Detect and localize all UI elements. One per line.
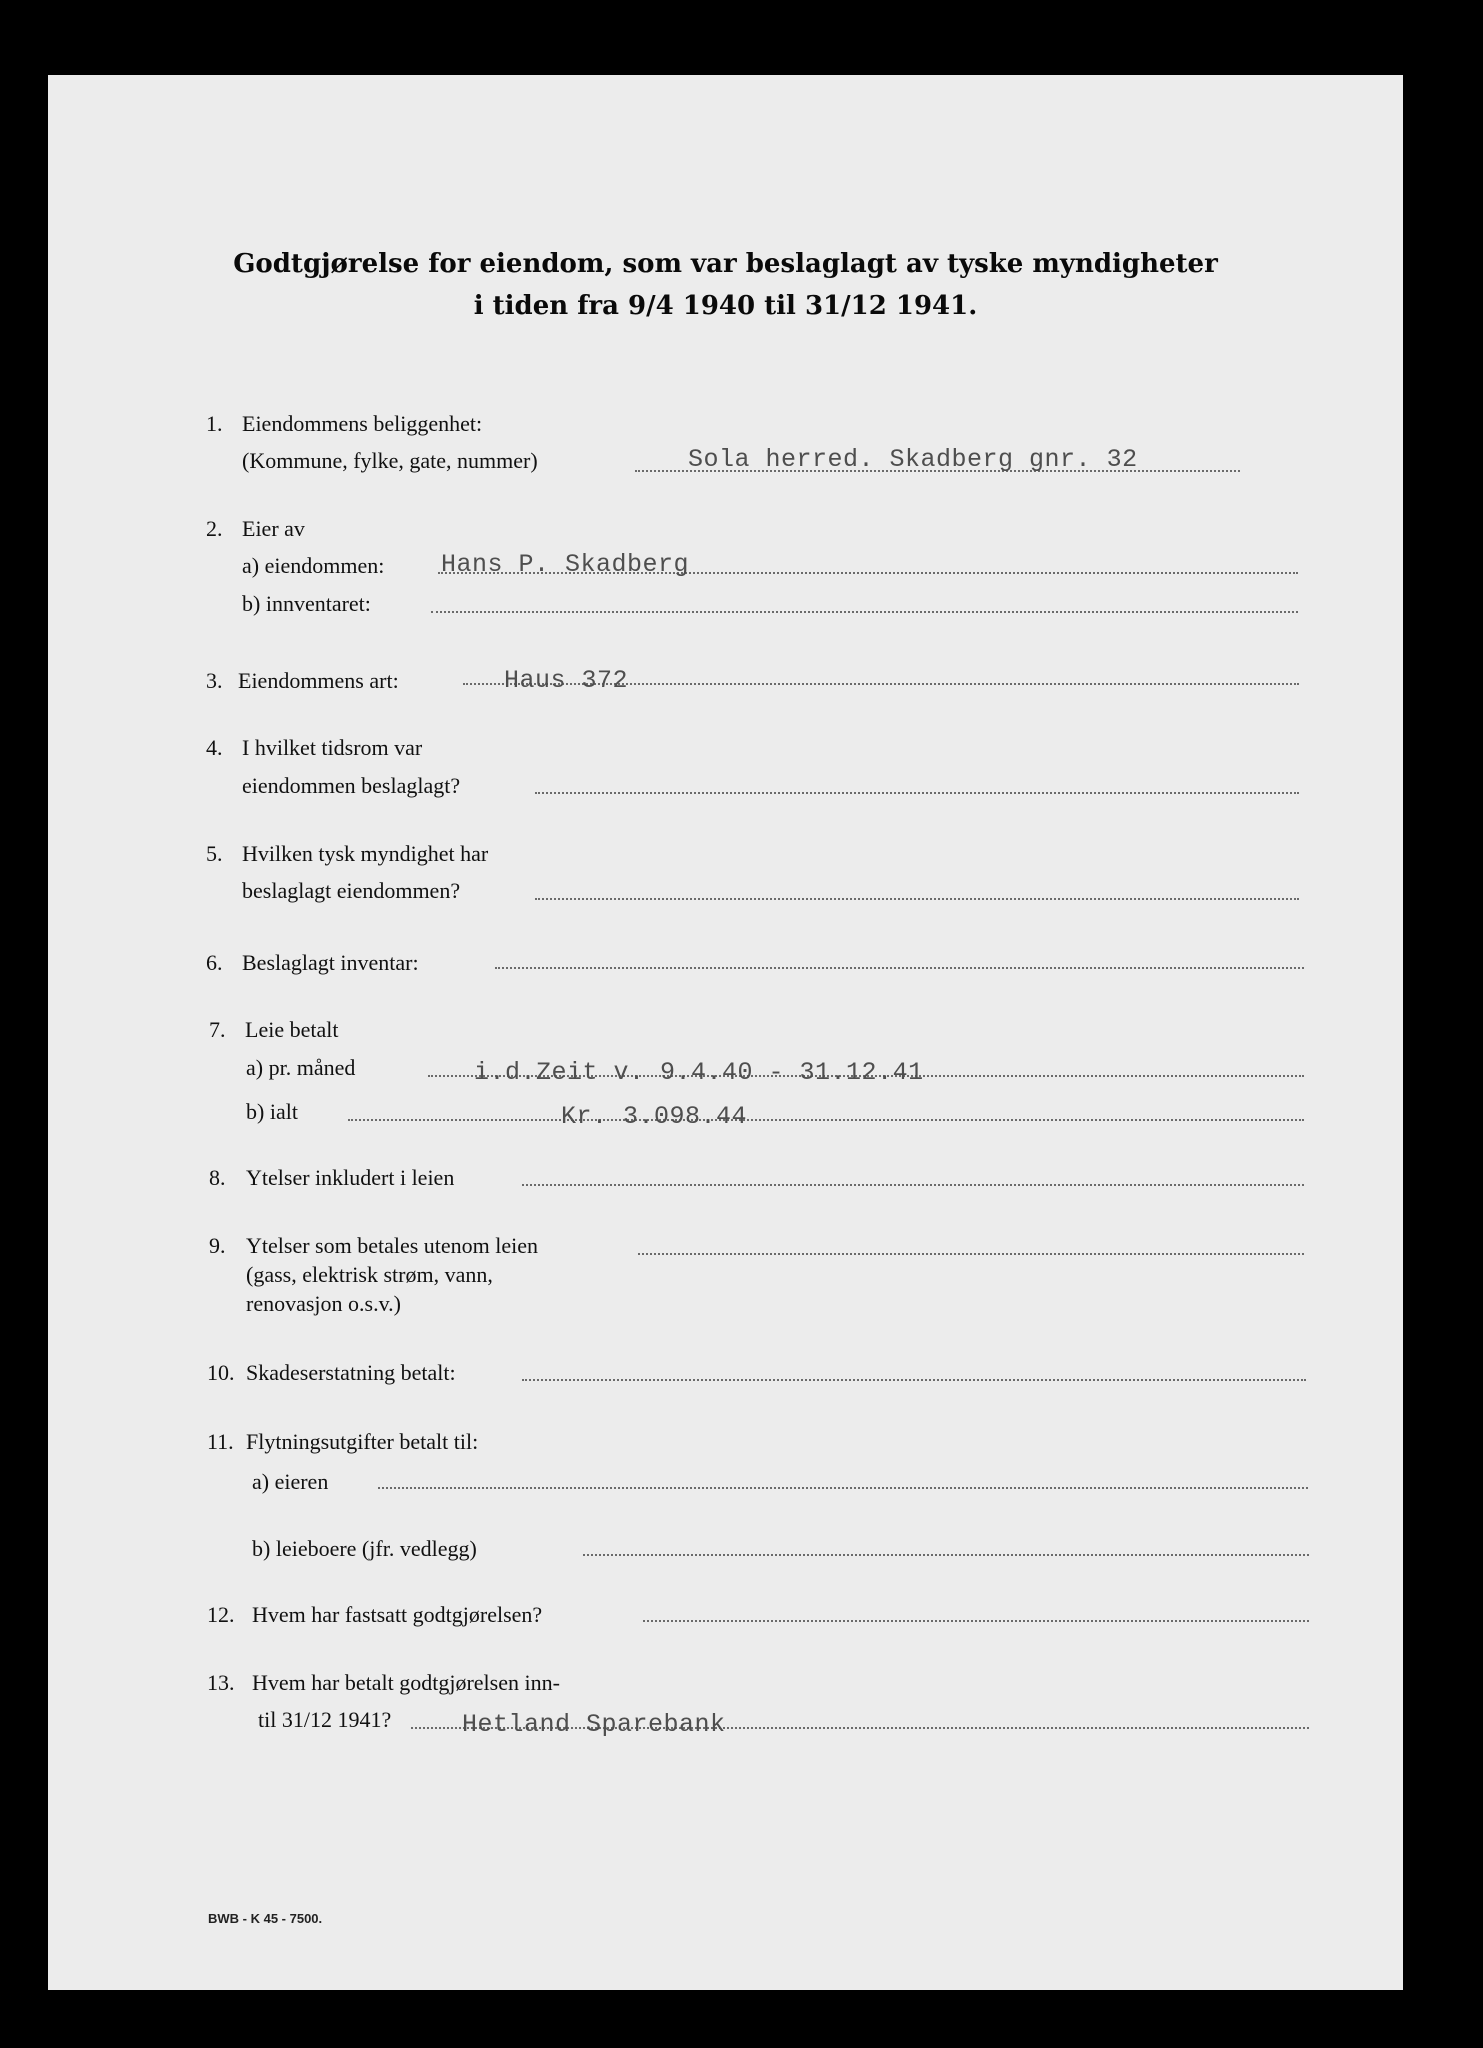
q9-line3: renovasjon o.s.v.)	[246, 1291, 401, 1316]
q10-number: 10.	[207, 1360, 235, 1385]
form-page	[48, 75, 1403, 1990]
q9-answer-line	[638, 1253, 1304, 1255]
q10-label: Skadeserstatning betalt:	[246, 1360, 456, 1385]
q7-number: 7.	[209, 1017, 226, 1042]
q8-answer-line	[522, 1184, 1304, 1186]
q3-answer: Haus 372	[504, 666, 629, 695]
q11-number: 11.	[207, 1429, 234, 1454]
q3-label: Eiendommens art:	[238, 668, 399, 693]
q3-number: 3.	[206, 668, 223, 693]
q13-number: 13.	[207, 1670, 235, 1695]
q2b-label: b) innventaret:	[242, 591, 371, 616]
q10-answer-line	[522, 1379, 1306, 1381]
q11b-label: b) leieboere (jfr. vedlegg)	[252, 1536, 477, 1561]
q6-number: 6.	[206, 950, 223, 975]
q11-label: Flytningsutgifter betalt til:	[246, 1429, 479, 1454]
q6-label: Beslaglagt inventar:	[242, 950, 419, 975]
q2b-answer-line	[431, 611, 1298, 613]
q9-number: 9.	[209, 1233, 226, 1258]
q11b-answer-line	[583, 1554, 1309, 1556]
q8-label: Ytelser inkludert i leien	[246, 1165, 455, 1190]
q13-line2: til 31/12 1941?	[258, 1707, 392, 1732]
q1-label: Eiendommens beliggenhet:	[242, 411, 483, 436]
q7b-answer: Kr. 3.098.44	[561, 1102, 748, 1131]
q13-line1: Hvem har betalt godtgjørelsen inn-	[252, 1670, 560, 1695]
q12-label: Hvem har fastsatt godtgjørelsen?	[252, 1602, 543, 1627]
q12-number: 12.	[207, 1602, 235, 1627]
q11a-label: a) eieren	[252, 1469, 329, 1494]
q4-line2: eiendommen beslaglagt?	[242, 773, 461, 798]
q7b-answer-line	[348, 1119, 1304, 1121]
q8-number: 8.	[209, 1165, 226, 1190]
q5-answer-line	[535, 898, 1299, 900]
q2-label: Eier av	[242, 516, 305, 541]
q5-line1: Hvilken tysk myndighet har	[242, 841, 489, 866]
q5-line2: beslaglagt eiendommen?	[242, 878, 461, 903]
q7a-answer: i.d.Zeit v. 9.4.40 - 31.12.41	[474, 1058, 924, 1087]
q6-answer-line	[495, 967, 1304, 969]
q2-number: 2.	[206, 516, 223, 541]
q4-number: 4.	[206, 735, 223, 760]
q2a-label: a) eiendommen:	[242, 553, 385, 578]
form-title	[48, 243, 1403, 327]
title-line-1: Godtgjørelse for eiendom, som var beslaglagt av tyske myndigheter	[233, 249, 1218, 279]
q1-number: 1.	[206, 411, 223, 436]
q7-label: Leie betalt	[245, 1017, 339, 1042]
q9-line2: (gass, elektrisk strøm, vann,	[246, 1262, 493, 1287]
q2a-answer: Hans P. Skadberg	[441, 550, 690, 579]
q7b-label: b) ialt	[246, 1099, 298, 1124]
printer-mark: BWB - K 45 - 7500.	[208, 1911, 323, 1926]
q12-answer-line	[643, 1620, 1309, 1622]
q1-answer: Sola herred. Skadberg gnr. 32	[688, 445, 1138, 474]
q11a-answer-line	[378, 1487, 1308, 1489]
q4-answer-line	[535, 792, 1299, 794]
q13-answer: Hetland Sparebank	[462, 1710, 726, 1739]
q7a-label: a) pr. måned	[246, 1055, 356, 1080]
q1-sublabel: (Kommune, fylke, gate, nummer)	[242, 448, 538, 473]
q4-line1: I hvilket tidsrom var	[242, 735, 423, 760]
q5-number: 5.	[206, 841, 223, 866]
title-line-2: i tiden fra 9/4 1940 til 31/12 1941.	[473, 291, 978, 321]
q9-line1: Ytelser som betales utenom leien	[246, 1233, 539, 1258]
